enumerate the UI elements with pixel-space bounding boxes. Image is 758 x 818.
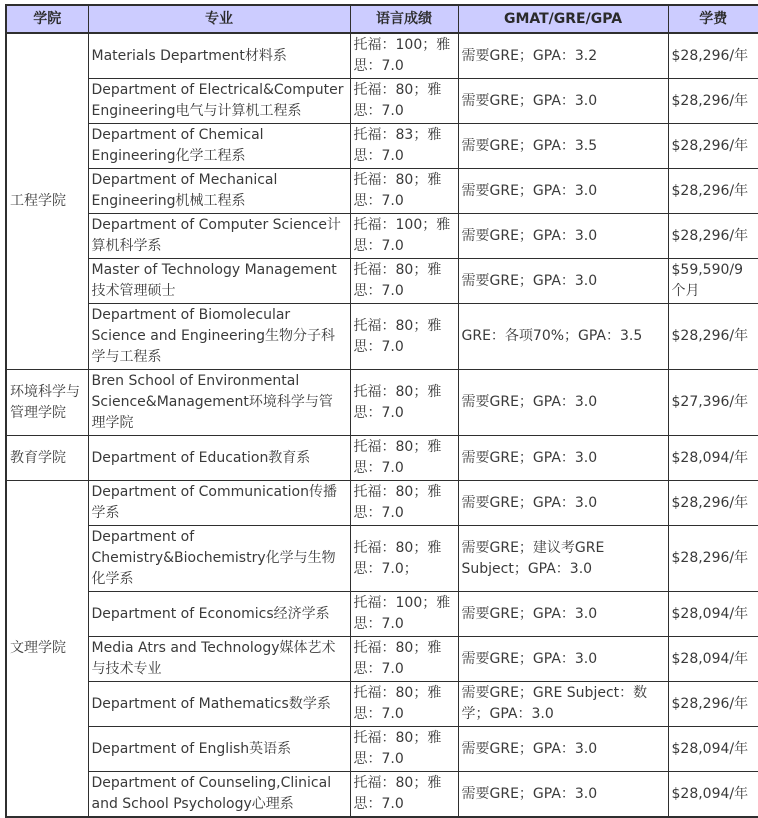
gmat-gre-gpa-cell: 需要GRE；GPA：3.0 <box>458 727 668 772</box>
college-cell: 教育学院 <box>6 436 88 481</box>
language-score-cell: 托福：80；雅思：7.0； <box>350 526 458 592</box>
language-score-cell: 托福：80；雅思：7.0 <box>350 79 458 124</box>
table-row <box>6 481 758 526</box>
language-score-cell: 托福：100；雅思：7.0 <box>350 214 458 259</box>
table-row <box>6 214 758 259</box>
major-cell: Department of Chemistry&Biochemistry化学与生物化学系 <box>88 526 350 592</box>
language-score-cell: 托福：83；雅思：7.0 <box>350 124 458 169</box>
table-row <box>6 259 758 304</box>
major-cell: Department of Computer Science计算机科学系 <box>88 214 350 259</box>
major-cell: Media Atrs and Technology媒体艺术与技术专业 <box>88 637 350 682</box>
language-score-cell: 托福：100；雅思：7.0 <box>350 33 458 79</box>
table-row <box>6 169 758 214</box>
tuition-cell: $28,094/年 <box>668 637 758 682</box>
table-row <box>6 304 758 370</box>
tuition-cell: $59,590/9个月 <box>668 259 758 304</box>
major-cell: Master of Technology Management技术管理硕士 <box>88 259 350 304</box>
major-cell: Department of Biomolecular Science and Engineering生物分子科学与工程系 <box>88 304 350 370</box>
language-score-cell: 托福：80；雅思：7.0 <box>350 370 458 436</box>
table-row <box>6 436 758 481</box>
table-row <box>6 682 758 727</box>
gmat-gre-gpa-cell: 需要GRE；建议考GRE Subject；GPA：3.0 <box>458 526 668 592</box>
gmat-gre-gpa-cell: 需要GRE；GPA：3.0 <box>458 481 668 526</box>
language-score-cell: 托福：80；雅思：7.0 <box>350 727 458 772</box>
major-cell: Department of Economics经济学系 <box>88 592 350 637</box>
table-row <box>6 637 758 682</box>
language-score-cell: 托福：80；雅思：7.0 <box>350 259 458 304</box>
major-cell: Department of Mechanical Engineering机械工程系 <box>88 169 350 214</box>
major-cell: Department of Electrical&Computer Engineering电气与计算机工程系 <box>88 79 350 124</box>
gmat-gre-gpa-cell: 需要GRE；GPA：3.0 <box>458 214 668 259</box>
language-score-cell: 托福：80；雅思：7.0 <box>350 637 458 682</box>
major-cell: Department of Counseling,Clinical and School Psychology心理系 <box>88 772 350 818</box>
language-score-cell: 托福：80；雅思：7.0 <box>350 682 458 727</box>
table-row <box>6 124 758 169</box>
gmat-gre-gpa-cell: 需要GRE；GPA：3.0 <box>458 259 668 304</box>
gmat-gre-gpa-cell: 需要GRE；GPA：3.0 <box>458 772 668 818</box>
gmat-gre-gpa-cell: 需要GRE；GPA：3.0 <box>458 79 668 124</box>
major-cell: Department of Communication传播学系 <box>88 481 350 526</box>
tuition-cell: $28,094/年 <box>668 592 758 637</box>
university-programs-table <box>5 4 758 818</box>
college-cell: 文理学院 <box>6 481 88 818</box>
table-body <box>6 33 758 817</box>
language-score-cell: 托福：100；雅思：7.0 <box>350 592 458 637</box>
language-score-cell: 托福：80；雅思：7.0 <box>350 772 458 818</box>
tuition-cell: $28,296/年 <box>668 481 758 526</box>
table-row <box>6 526 758 592</box>
tuition-cell: $28,296/年 <box>668 33 758 79</box>
major-cell: Department of Education教育系 <box>88 436 350 481</box>
table-row <box>6 772 758 818</box>
gmat-gre-gpa-cell: 需要GRE；GRE Subject：数学；GPA：3.0 <box>458 682 668 727</box>
tuition-cell: $28,296/年 <box>668 304 758 370</box>
major-cell: Department of Chemical Engineering化学工程系 <box>88 124 350 169</box>
tuition-cell: $28,296/年 <box>668 124 758 169</box>
header-college: 学院 <box>6 5 88 33</box>
gmat-gre-gpa-cell: 需要GRE；GPA：3.2 <box>458 33 668 79</box>
gmat-gre-gpa-cell: 需要GRE；GPA：3.0 <box>458 592 668 637</box>
tuition-cell: $28,296/年 <box>668 214 758 259</box>
table-row <box>6 592 758 637</box>
tuition-cell: $28,296/年 <box>668 526 758 592</box>
header-language-score: 语言成绩 <box>350 5 458 33</box>
language-score-cell: 托福：80；雅思：7.0 <box>350 481 458 526</box>
tuition-cell: $28,094/年 <box>668 727 758 772</box>
major-cell: Department of Mathematics数学系 <box>88 682 350 727</box>
language-score-cell: 托福：80；雅思：7.0 <box>350 436 458 481</box>
language-score-cell: 托福：80；雅思：7.0 <box>350 304 458 370</box>
table-row <box>6 727 758 772</box>
tuition-cell: $27,396/年 <box>668 370 758 436</box>
major-cell: Bren School of Environmental Science&Management环境科学与管理学院 <box>88 370 350 436</box>
tuition-cell: $28,094/年 <box>668 772 758 818</box>
table-row <box>6 33 758 79</box>
gmat-gre-gpa-cell: 需要GRE；GPA：3.0 <box>458 436 668 481</box>
tuition-cell: $28,296/年 <box>668 79 758 124</box>
gmat-gre-gpa-cell: GRE：各项70%；GPA：3.5 <box>458 304 668 370</box>
gmat-gre-gpa-cell: 需要GRE；GPA：3.5 <box>458 124 668 169</box>
language-score-cell: 托福：80；雅思：7.0 <box>350 169 458 214</box>
major-cell: Department of English英语系 <box>88 727 350 772</box>
header-row <box>6 5 758 33</box>
table-header <box>6 5 758 33</box>
gmat-gre-gpa-cell: 需要GRE；GPA：3.0 <box>458 637 668 682</box>
college-cell: 环境科学与管理学院 <box>6 370 88 436</box>
gmat-gre-gpa-cell: 需要GRE；GPA：3.0 <box>458 370 668 436</box>
tuition-cell: $28,296/年 <box>668 169 758 214</box>
tuition-cell: $28,094/年 <box>668 436 758 481</box>
header-tuition: 学费 <box>668 5 758 33</box>
table-row <box>6 79 758 124</box>
header-gmat-gre-gpa: GMAT/GRE/GPA <box>458 5 668 33</box>
header-major: 专业 <box>88 5 350 33</box>
college-cell: 工程学院 <box>6 33 88 370</box>
major-cell: Materials Department材料系 <box>88 33 350 79</box>
tuition-cell: $28,296/年 <box>668 682 758 727</box>
table-row <box>6 370 758 436</box>
gmat-gre-gpa-cell: 需要GRE；GPA：3.0 <box>458 169 668 214</box>
